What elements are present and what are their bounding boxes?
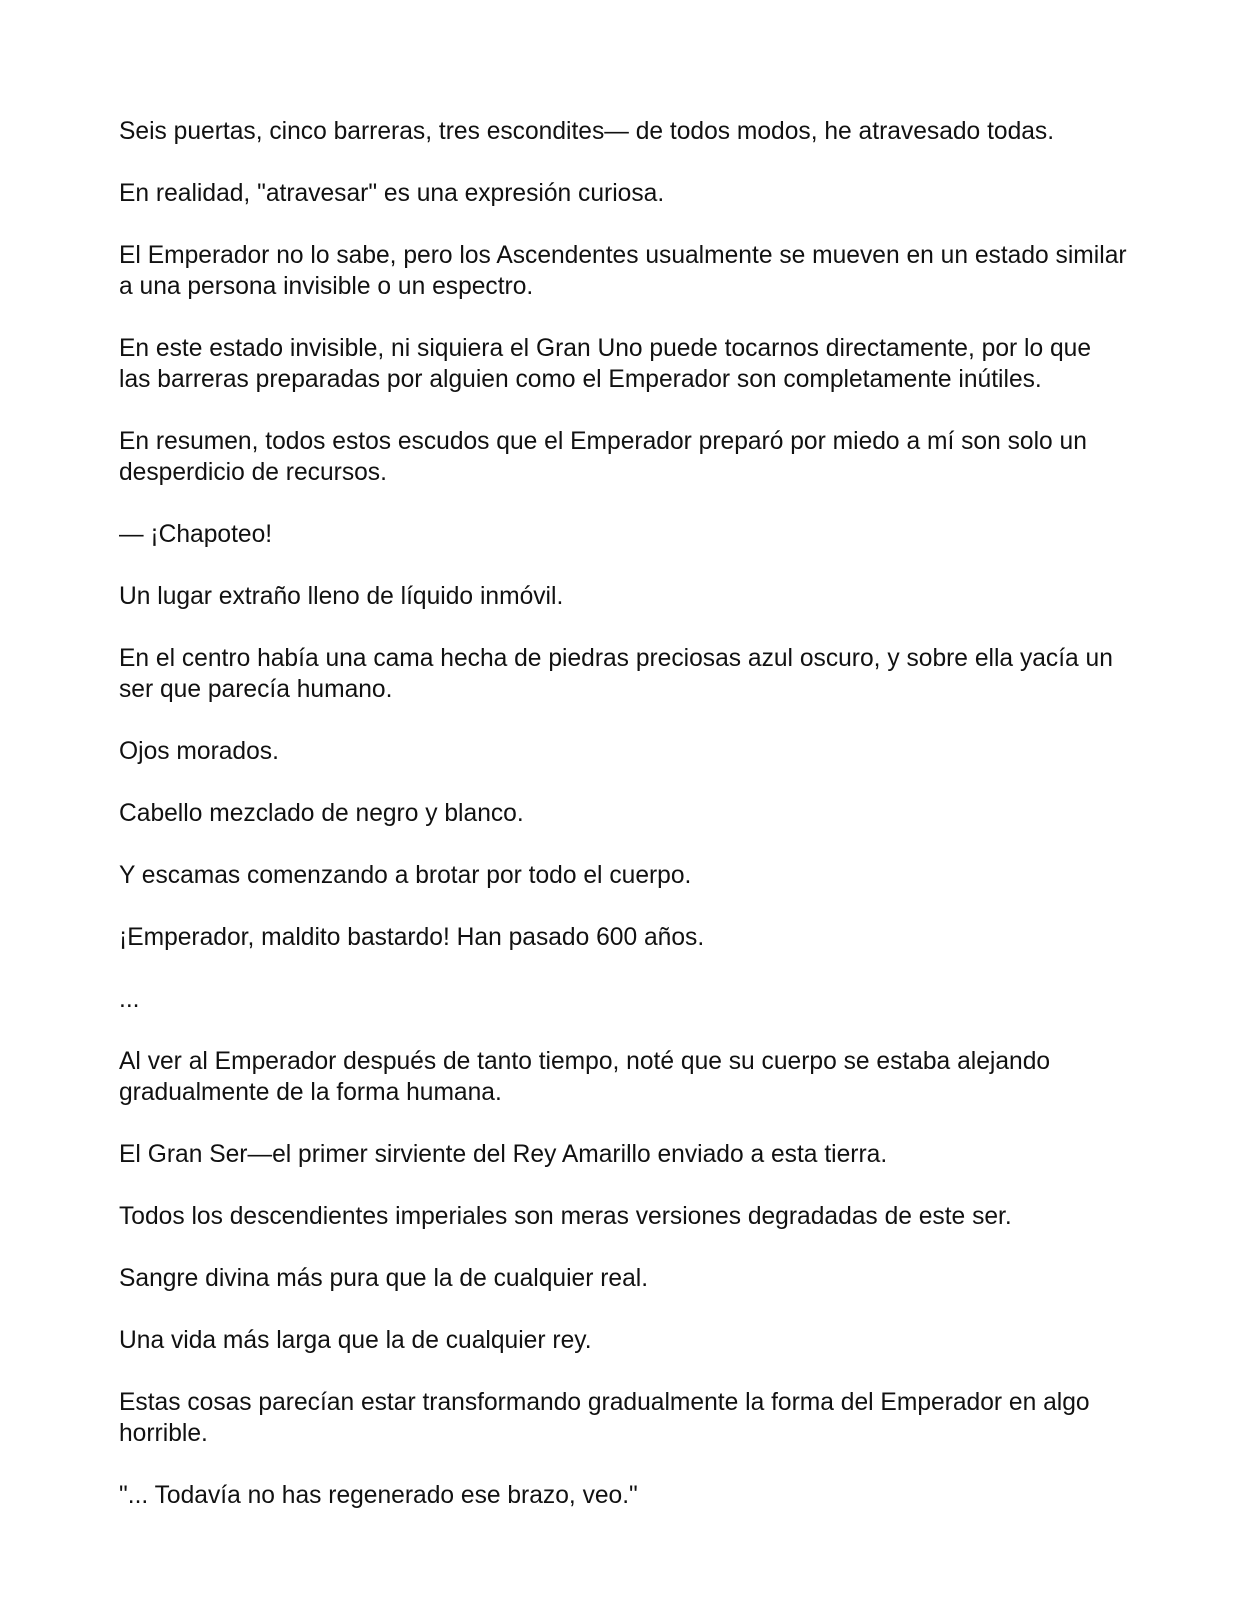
paragraph: En el centro había una cama hecha de piedras preciosas azul oscuro, y sobre ella yacía un ser que parecía humano. (119, 645, 1113, 703)
paragraph: Todos los descendientes imperiales son meras versiones degradadas de este ser. (119, 1203, 1012, 1230)
paragraph: El Gran Ser—el primer sirviente del Rey Amarillo enviado a esta tierra. (119, 1141, 888, 1168)
paragraph: ... (119, 986, 140, 1013)
paragraph: En resumen, todos estos escudos que el Emperador preparó por miedo a mí son solo un desperdicio de recursos. (119, 428, 1087, 486)
paragraph: Cabello mezclado de negro y blanco. (119, 800, 524, 827)
paragraph: ¡Emperador, maldito bastardo! Han pasado 600 años. (119, 924, 705, 951)
paragraph: El Emperador no lo sabe, pero los Ascendentes usualmente se mueven en un estado similar a una persona invisible o un espectro. (119, 242, 1127, 300)
paragraph: Un lugar extraño lleno de líquido inmóvil. (119, 583, 564, 610)
paragraph: Seis puertas, cinco barreras, tres escondites— de todos modos, he atravesado todas. (119, 118, 1055, 145)
paragraph: Estas cosas parecían estar transformando gradualmente la forma del Emperador en algo horrible. (119, 1389, 1090, 1447)
paragraph: — ¡Chapoteo! (119, 521, 273, 548)
paragraph: En este estado invisible, ni siquiera el Gran Uno puede tocarnos directamente, por lo que las barreras preparadas por alguien como el Emperador son completamente inútiles. (119, 335, 1092, 393)
paragraph: "... Todavía no has regenerado ese brazo, veo." (119, 1482, 638, 1509)
paragraph: En realidad, "atravesar" es una expresión curiosa. (119, 180, 665, 207)
paragraph: Y escamas comenzando a brotar por todo el cuerpo. (119, 862, 692, 889)
paragraph: Al ver al Emperador después de tanto tiempo, noté que su cuerpo se estaba alejando gradualmente de la forma humana. (119, 1048, 1051, 1106)
paragraph: Sangre divina más pura que la de cualquier real. (119, 1265, 649, 1292)
paragraph: Una vida más larga que la de cualquier rey. (119, 1327, 592, 1354)
paragraph: Ojos morados. (119, 738, 279, 765)
text-body (119, 116, 1129, 1542)
